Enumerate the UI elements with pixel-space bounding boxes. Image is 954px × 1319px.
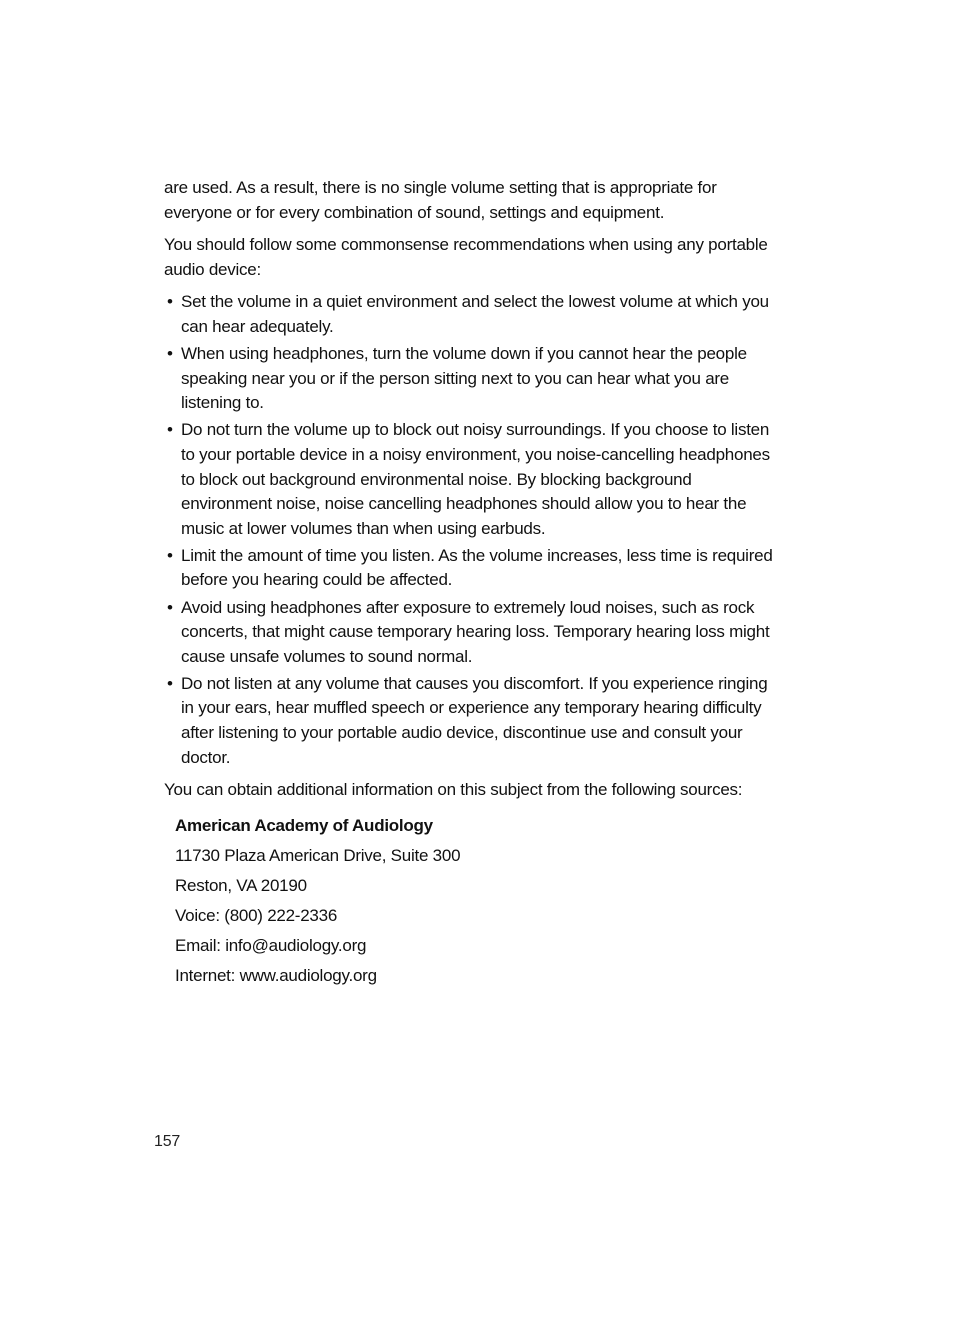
list-item-text: When using headphones, turn the volume down if you cannot hear the people speaking near you or if the person sitting next to you can hear what you are listening to. (181, 344, 747, 413)
email-address: Email: info@audiology.org (175, 935, 367, 955)
list-item-text: Avoid using headphones after exposure to extremely loud noises, such as rock concerts, that might cause temporary hearing loss. Temporary hearing loss might cause unsafe volumes to sound normal. (181, 597, 770, 666)
bullet-icon: • (167, 673, 173, 693)
voice-number: Voice: (800) 222-2336 (175, 905, 338, 925)
page-number: 157 (154, 1133, 181, 1150)
list-item (164, 290, 774, 339)
organization-name: American Academy of Audiology (175, 815, 433, 835)
sources-intro-paragraph: You can obtain additional information on this subject from the following sources: (164, 780, 743, 800)
page-content (164, 176, 774, 991)
bullet-icon: • (167, 420, 173, 440)
recommendation-intro-paragraph: You should follow some commonsense recommendations when using any portable audio device: (164, 235, 768, 279)
list-item (164, 544, 774, 593)
address-line-1: 11730 Plaza American Drive, Suite 300 (175, 845, 461, 865)
list-item (164, 672, 774, 770)
list-item (164, 596, 774, 670)
list-item (164, 418, 774, 541)
internet-address: Internet: www.audiology.org (175, 965, 377, 985)
bullet-icon: • (167, 292, 173, 312)
bullet-icon: • (167, 344, 173, 364)
recommendation-list (164, 290, 774, 770)
address-line-2: Reston, VA 20190 (175, 875, 307, 895)
contact-block (175, 811, 774, 991)
list-item-text: Set the volume in a quiet environment and select the lowest volume at which you can hear adequately. (181, 292, 769, 336)
bullet-icon: • (167, 597, 173, 617)
list-item-text: Limit the amount of time you listen. As the volume increases, less time is required before you hearing could be affected. (181, 545, 773, 590)
list-item-text: Do not turn the volume up to block out noisy surroundings. If you choose to listen to your portable device in a noisy environment, you noise-cancelling headphones to block out background environmental noise. By blocking background environment noise, noise cancelling headphones should allow you to hear the music at lower volumes than when using earbuds. (181, 420, 770, 538)
list-item (164, 342, 774, 416)
list-item-text: Do not listen at any volume that causes you discomfort. If you experience ringing in your ears, hear muffled speech or experience any temporary hearing difficulty after listening to your portable audio device, discontinue use and consult your doctor. (181, 673, 768, 767)
bullet-icon: • (167, 545, 173, 565)
intro-continued-paragraph: are used. As a result, there is no single volume setting that is appropriate for everyone or for every combination of sound, settings and equipment. (164, 178, 717, 222)
